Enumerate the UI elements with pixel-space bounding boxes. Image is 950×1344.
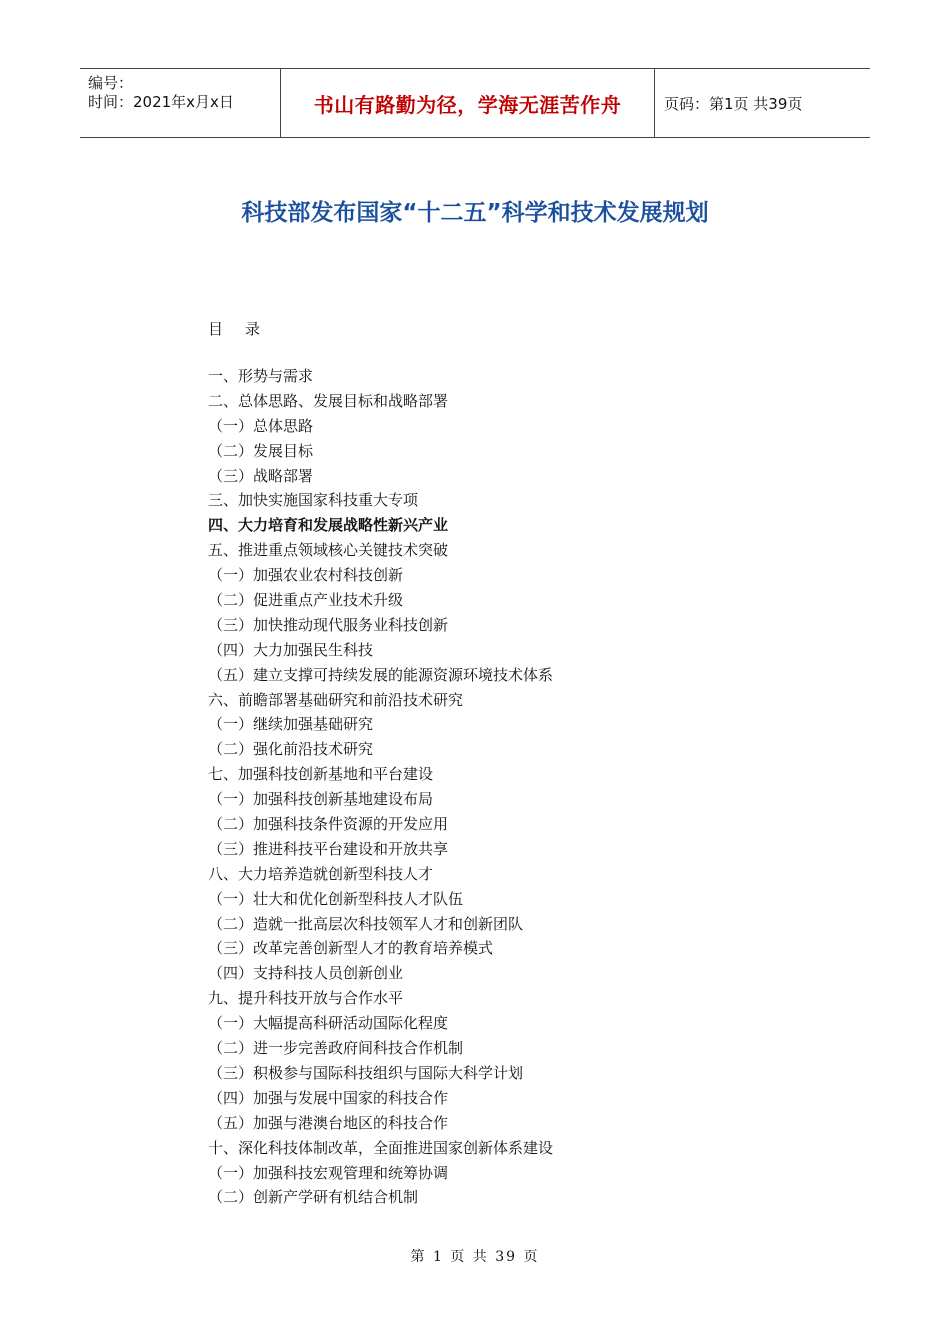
number-label: 编号：: [88, 74, 134, 92]
toc-item: 二、总体思路、发展目标和战略部署: [208, 391, 449, 410]
motto-text: 书山有路勤为径，学海无涯苦作舟: [313, 92, 622, 117]
toc-item: （一）加强科技宏观管理和统筹协调: [208, 1163, 449, 1182]
toc-item: 三、加快实施国家科技重大专项: [208, 491, 419, 510]
toc-item: （三）改革完善创新型人才的教育培养模式: [208, 939, 494, 958]
toc-item: 五、推进重点领域核心关键技术突破: [208, 541, 449, 560]
header-motto-cell: [281, 69, 655, 137]
toc-item: （一）大幅提高科研活动国际化程度: [208, 1014, 449, 1033]
toc-item: （五）加强与港澳台地区的科技合作: [208, 1113, 449, 1132]
toc-item: 一、形势与需求: [208, 367, 314, 385]
table-of-contents: [208, 364, 553, 1210]
toc-item: （二）造就一批高层次科技领军人才和创新团队: [208, 914, 524, 933]
toc-item: （一）继续加强基础研究: [208, 715, 374, 734]
toc-item: （二）进一步完善政府间科技合作机制: [208, 1039, 464, 1058]
toc-item: 四、大力培育和发展战略性新兴产业: [208, 516, 449, 535]
toc-item: （一）壮大和优化创新型科技人才队伍: [208, 889, 464, 908]
page-header: [80, 68, 870, 138]
header-meta-cell: [80, 69, 281, 137]
toc-heading: 目录: [208, 320, 283, 338]
document-title: 科技部发布国家“十二五”科学和技术发展规划: [241, 200, 709, 226]
toc-item: （三）积极参与国际科技组织与国际大科学计划: [208, 1063, 524, 1082]
toc-item: （三）战略部署: [208, 466, 314, 485]
toc-item: （四）支持科技人员创新创业: [208, 964, 404, 983]
toc-item: （二）加强科技条件资源的开发应用: [208, 815, 449, 834]
toc-item: （二）发展目标: [208, 441, 314, 460]
toc-item: （四）加强与发展中国家的科技合作: [208, 1088, 449, 1107]
toc-item: 七、加强科技创新基地和平台建设: [208, 765, 434, 784]
toc-item: （五）建立支撑可持续发展的能源资源环境技术体系: [208, 665, 554, 684]
toc-item: 六、前瞻部署基础研究和前沿技术研究: [208, 690, 464, 709]
toc-item: 十、深化科技体制改革，全面推进国家创新体系建设: [208, 1138, 554, 1157]
toc-item: 九、提升科技开放与合作水平: [208, 989, 404, 1008]
page-footer: 第 1 页 共 39 页: [410, 1249, 540, 1265]
toc-item: （一）加强农业农村科技创新: [208, 566, 404, 585]
toc-item: （四）大力加强民生科技: [208, 640, 374, 659]
page-info: 页码：第1页 共39页: [664, 94, 803, 113]
toc-item: （二）创新产学研有机结合机制: [208, 1188, 419, 1207]
toc-item: （一）加强科技创新基地建设布局: [208, 790, 434, 809]
toc-item: （三）加快推动现代服务业科技创新: [208, 615, 449, 634]
toc-item: 八、大力培养造就创新型科技人才: [208, 864, 434, 883]
toc-item: （二）强化前沿技术研究: [208, 740, 374, 759]
time-label: 时间：2021年x月x日: [88, 93, 234, 111]
toc-item: （一）总体思路: [208, 416, 314, 435]
toc-item: （二）促进重点产业技术升级: [208, 591, 404, 610]
toc-item: （三）推进科技平台建设和开放共享: [208, 839, 449, 858]
